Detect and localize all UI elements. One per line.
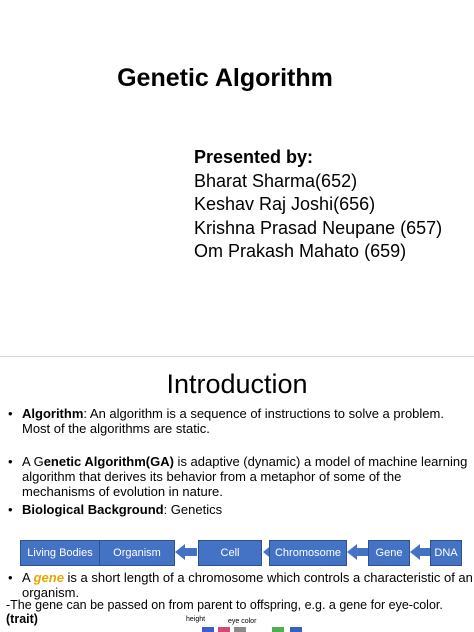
bullet-prefix: A (22, 570, 34, 585)
bullet-term: enetic Algorithm(GA) (43, 454, 174, 469)
trait-swatch (202, 627, 214, 632)
presentation-title (0, 64, 474, 93)
bullet-biological-background (8, 502, 474, 517)
bullet-algorithm (8, 406, 474, 436)
hierarchy-flow-diagram (20, 540, 460, 566)
bullet-gene (8, 570, 474, 600)
flow-arrow-left-icon (175, 544, 197, 560)
trait-swatch (234, 627, 246, 632)
flow-box-cell: Cell (198, 540, 262, 566)
presenter-name: Keshav Raj Joshi(656) (194, 194, 376, 214)
bullet-text: : An algorithm is a sequence of instructions to solve a problem. Most of the algorithms are static. (22, 406, 444, 436)
bullet-term-gene: gene (33, 570, 64, 585)
flow-box-organism: Organism (99, 540, 175, 566)
presented-by-label: Presented by: (194, 147, 314, 167)
bullet-text: : Genetics (163, 502, 223, 517)
bullet-text: is adaptive (dynamic) a model of machine learning algorithm that derives its behavior from a metaphor of some of the mechanisms of evolution in nature. (22, 454, 468, 499)
note-trait: (trait) (6, 612, 38, 626)
flow-box-living-bodies: Living Bodies (20, 540, 100, 566)
flow-box-gene: Gene (368, 540, 410, 566)
flow-box-chromosome: Chromosome (269, 540, 347, 566)
trait-label-height: height (186, 616, 206, 623)
bullet-term: Biological Background (22, 502, 164, 517)
flow-box-dna: DNA (430, 540, 462, 566)
introduction-title: Introduction (166, 369, 308, 399)
note-text: -The gene can be passed on from parent to offspring, e.g. a gene for eye-color. (6, 598, 443, 612)
bullet-text: is a short length of a chromosome which controls a characteristic of an organism. (22, 570, 473, 600)
presenter-name: Bharat Sharma(652) (194, 170, 358, 191)
presenters-block (194, 146, 442, 264)
trait-illustration (180, 614, 320, 632)
bullet-prefix: A G (22, 454, 44, 469)
trait-swatch (218, 627, 230, 632)
trait-label-eye-color: eye color (228, 618, 257, 625)
trait-swatch (290, 627, 302, 632)
presentation-title-text: Genetic Algorithm (117, 64, 333, 92)
flow-arrow-left-icon (410, 544, 432, 560)
bullet-term: Algorithm (22, 406, 84, 421)
bullet-genetic-algorithm (8, 454, 474, 499)
flow-arrow-left-icon (347, 544, 369, 560)
presenter-name: Om Prakash Mahato (659) (194, 241, 407, 261)
presenter-name: Krishna Prasad Neupane (657) (194, 217, 443, 238)
trait-swatch (272, 627, 284, 632)
